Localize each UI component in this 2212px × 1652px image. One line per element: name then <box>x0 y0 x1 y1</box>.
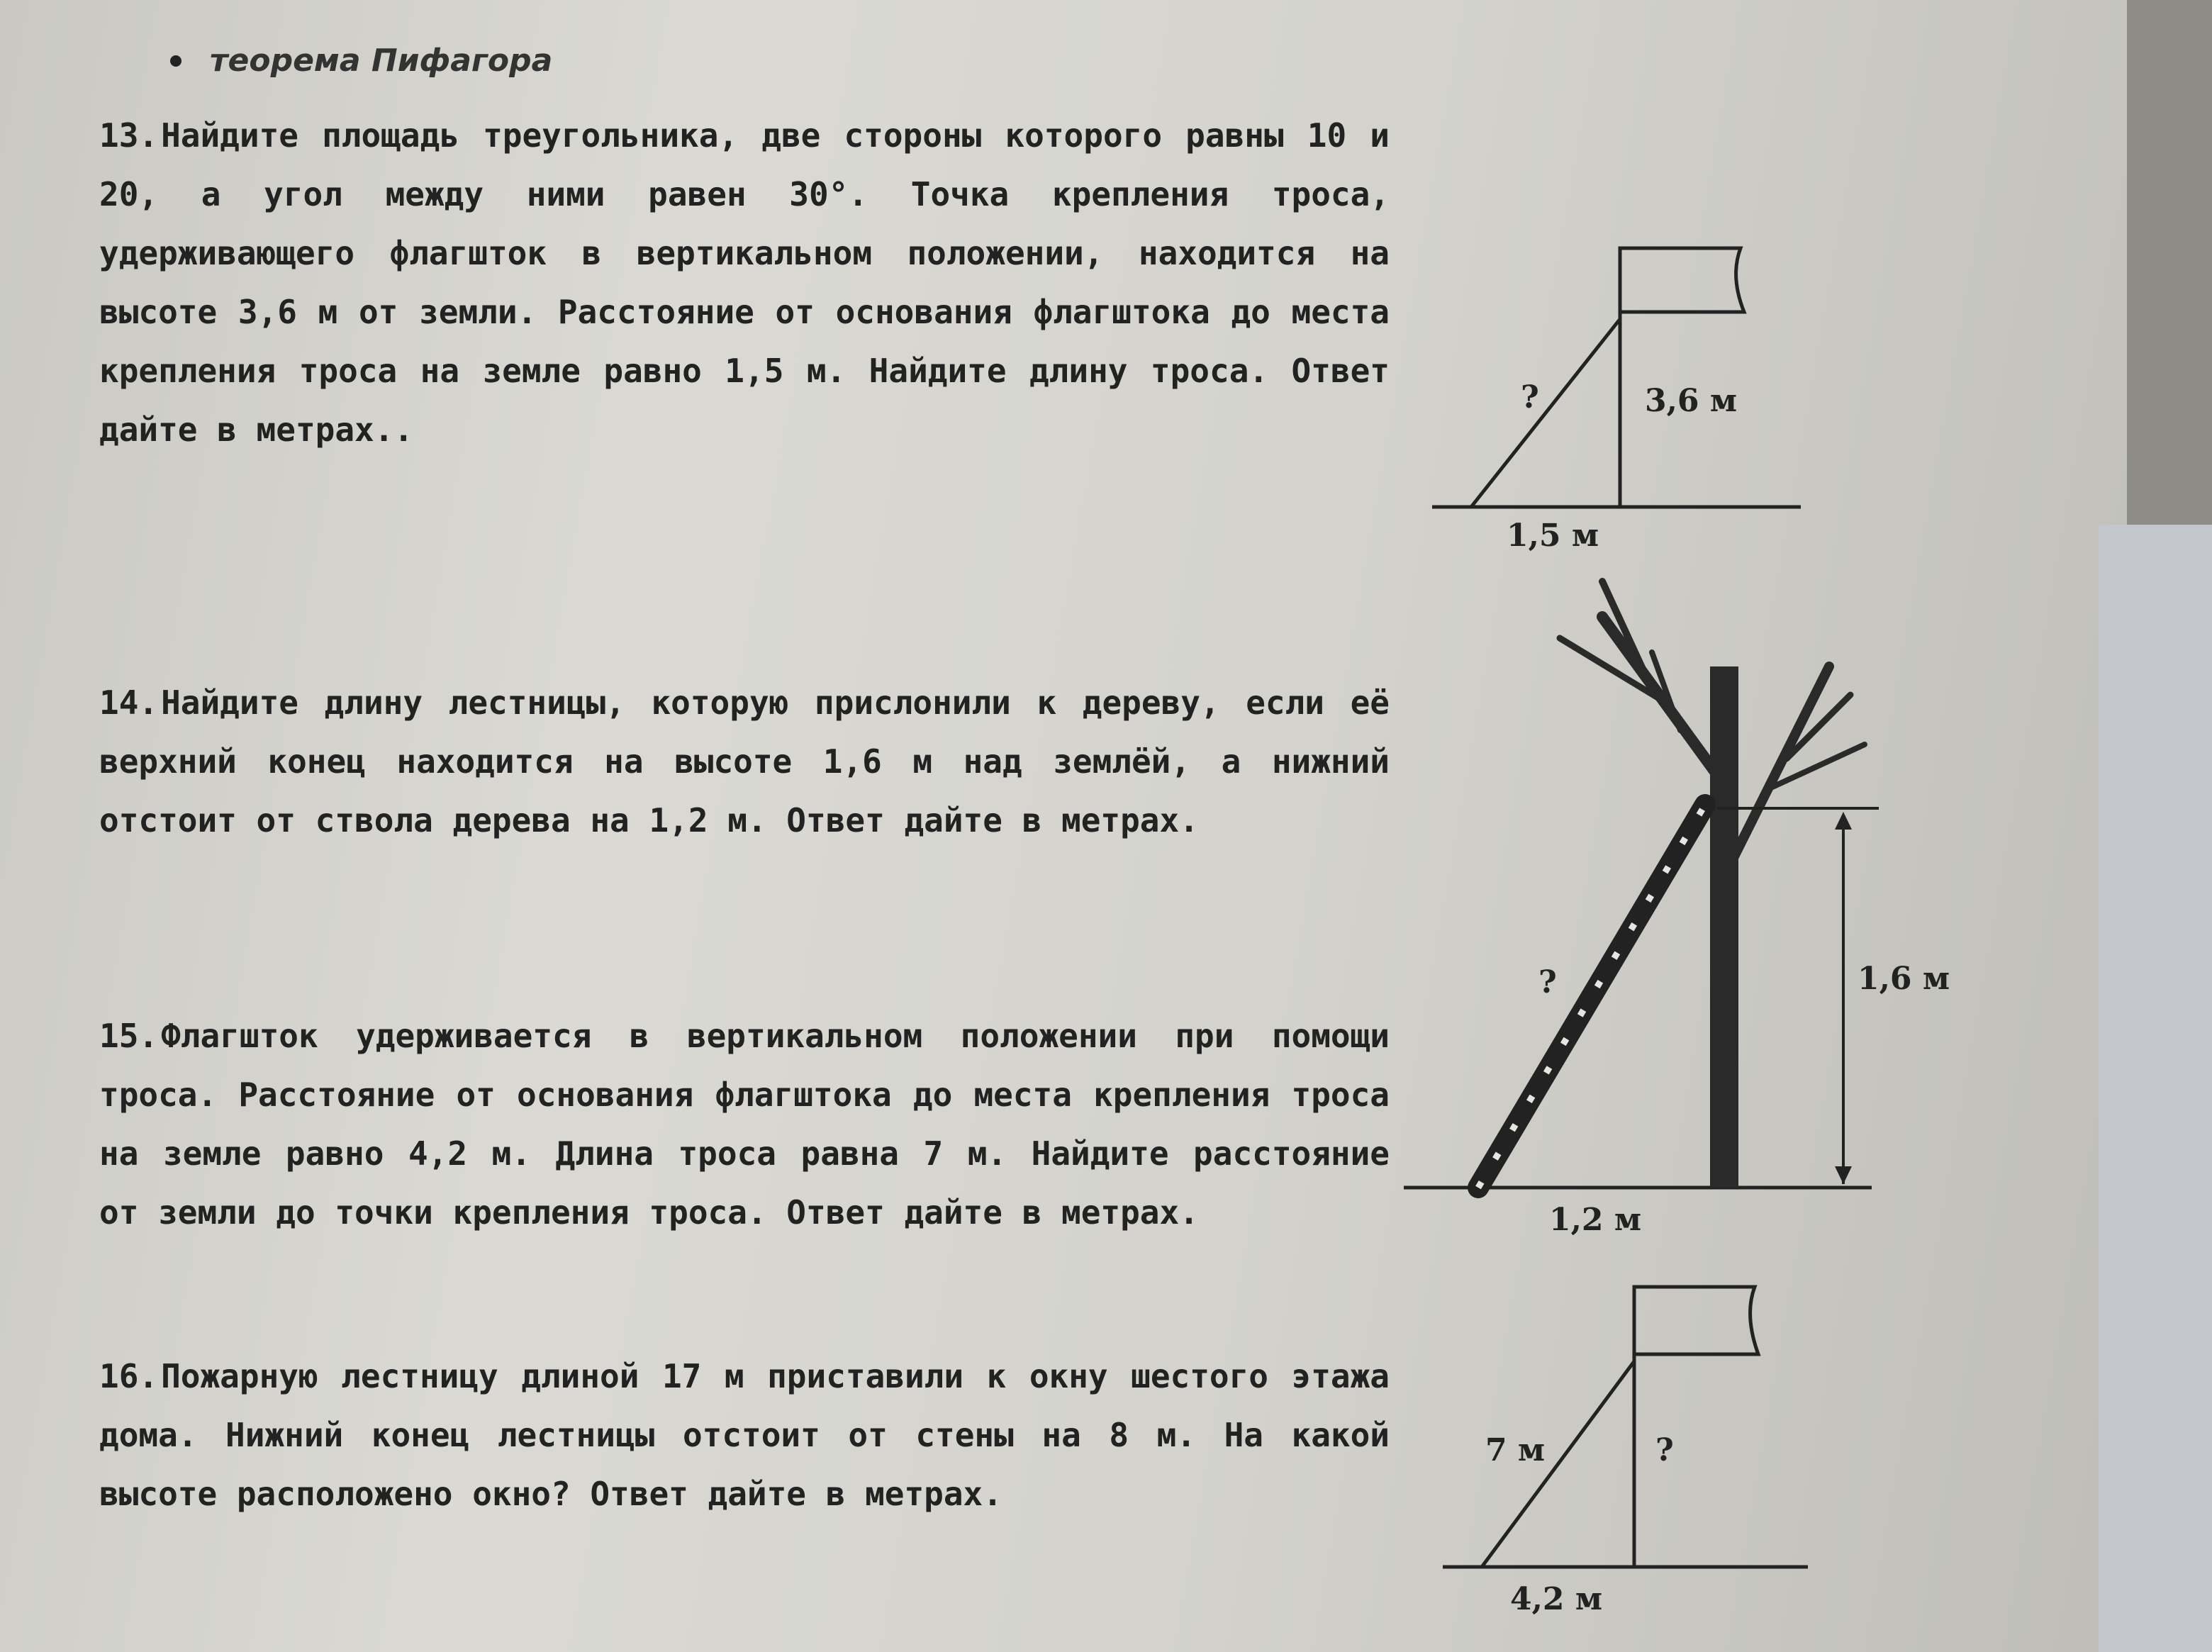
problem-number: 16. <box>99 1357 159 1395</box>
arrow-down-icon <box>1835 1166 1852 1184</box>
bullet-icon <box>170 55 181 67</box>
problem-number: 15. <box>99 1017 159 1055</box>
height-label: ? <box>1655 1432 1674 1468</box>
problem-text: Найдите площадь треугольника, две стороны которого равны 10 и 20, а угол между ними равен 30°. Точка крепления троса, удерживающего флагшток в вертикальном положении, находится на высоте 3,6 м от земли. Расстояние от основания флагштока до места крепления троса на земле равно 1,5 м. Найдите длину троса. Ответ дайте в метрах.. <box>99 116 1390 449</box>
topic-heading <box>170 43 552 79</box>
problem-text: Флагшток удерживается в вертикальном положении при помощи троса. Расстояние от основания флагштока до места крепления троса на земле равно 4,2 м. Длина троса равна 7 м. Найдите расстояние от земли до точки крепления троса. Ответ дайте в метрах. <box>99 1017 1390 1232</box>
problem-text: Найдите длину лестницы, которую прислонили к дереву, если её верхний конец находится на высоте 1,6 м над землёй, а нижний отстоит от ствола дерева на 1,2 м. Ответ дайте в метрах. <box>99 683 1390 839</box>
arrow-up-icon <box>1835 812 1852 830</box>
tree-trunk <box>1710 666 1738 1188</box>
flag-icon <box>1620 248 1744 312</box>
tree-ladder-diagram <box>1390 567 1999 1248</box>
problem-number: 13. <box>99 116 159 155</box>
base-label: 1,5 м <box>1507 518 1599 554</box>
problem-number: 14. <box>99 683 159 722</box>
flag-icon <box>1634 1287 1758 1354</box>
ladder-label: ? <box>1538 964 1557 1000</box>
problem-16 <box>99 1347 1390 1524</box>
cable-label: ? <box>1521 379 1539 415</box>
underlying-sheet <box>2099 525 2212 1652</box>
cable-label: 7 м <box>1485 1432 1546 1468</box>
problem-15 <box>99 1007 1390 1242</box>
height-label: 3,6 м <box>1645 383 1738 419</box>
base-label: 4,2 м <box>1510 1581 1603 1617</box>
flagpole-diagram-1 <box>1418 234 1815 560</box>
topic-text: теорема Пифагора <box>210 43 553 79</box>
problem-text: Пожарную лестницу длиной 17 м приставили к окну шестого этажа дома. Нижний конец лестницы отстоит от стены на 8 м. На какой высоте расположено окно? Ответ дайте в метрах. <box>99 1357 1390 1513</box>
cable-line <box>1471 319 1620 507</box>
problem-13 <box>99 106 1390 459</box>
flagpole-diagram-2 <box>1432 1273 1829 1627</box>
height-label: 1,6 м <box>1858 961 1950 997</box>
problem-14 <box>99 674 1390 850</box>
base-label: 1,2 м <box>1549 1202 1642 1238</box>
